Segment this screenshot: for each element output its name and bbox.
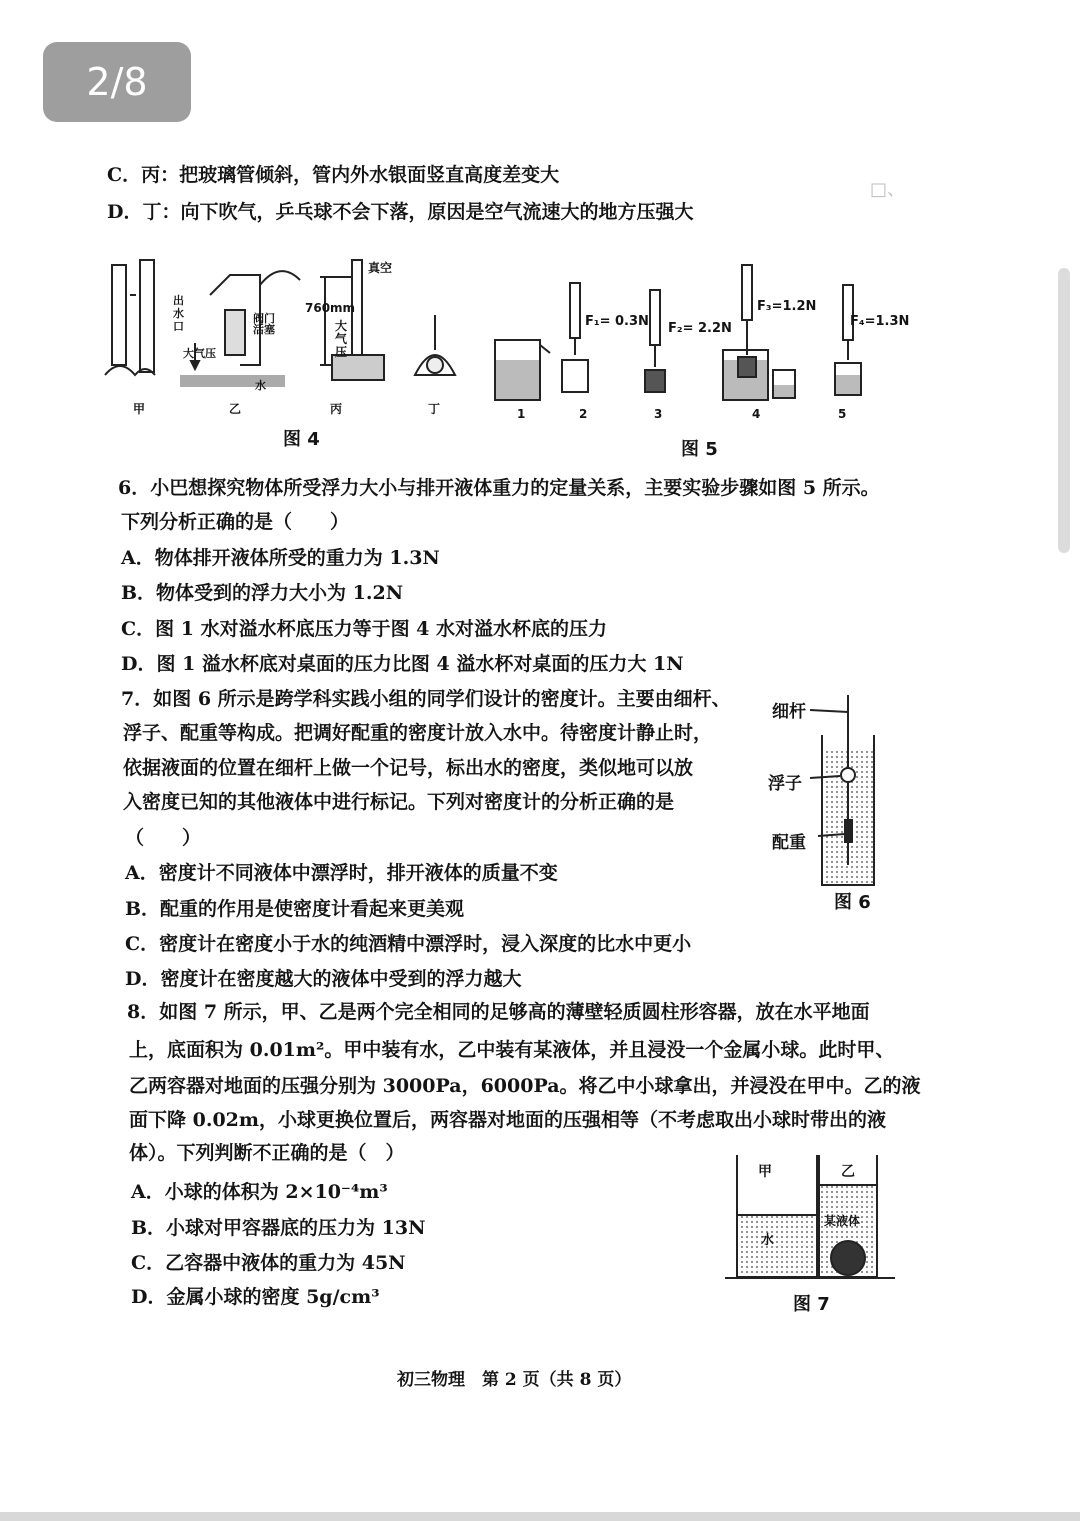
fig4-label-760mm: 760mm bbox=[305, 301, 356, 315]
q6-option-d: D．图 1 溢水杯底对桌面的压力比图 4 溢水杯对桌面的压力大 1N bbox=[121, 653, 684, 675]
fig4-label-atm-vertical: 大气压 bbox=[335, 319, 348, 359]
fig4-label-outlet: 出水口 bbox=[173, 294, 184, 333]
q8-stem-line1: 8．如图 7 所示，甲、乙是两个完全相同的足够高的薄壁轻质圆柱形容器，放在水平地面 bbox=[127, 1001, 870, 1023]
fig5-force-f2: F₂= 2.2N bbox=[668, 321, 732, 336]
page-footer: 初三物理 第 2 页（共 8 页） bbox=[397, 1370, 632, 1390]
fig7-label-water: 水 bbox=[761, 1233, 775, 1248]
page-indicator-badge: 2/8 bbox=[43, 42, 191, 122]
q7-option-c: C．密度计在密度小于水的纯酒精中漂浮时，浸入深度的比水中更小 bbox=[125, 933, 692, 955]
q6-option-b: B．物体受到的浮力大小为 1.2N bbox=[121, 582, 404, 604]
q8-option-a: A．小球的体积为 2×10⁻⁴m³ bbox=[131, 1181, 388, 1203]
fig5-step-5: 5 bbox=[838, 407, 847, 421]
q8-option-c: C．乙容器中液体的重力为 45N bbox=[131, 1252, 406, 1274]
fig4-caption: 图 4 bbox=[283, 429, 320, 450]
figure-4-drawing bbox=[100, 255, 520, 405]
fig4-panel-jia: 甲 bbox=[133, 402, 146, 416]
q7-stem-line1: 7．如图 6 所示是跨学科实践小组的同学们设计的密度计。主要由细杆、 bbox=[121, 688, 731, 710]
fig7-label-liquid: 某液体 bbox=[824, 1214, 861, 1228]
fig5-step-4: 4 bbox=[752, 407, 761, 421]
fig5-caption: 图 5 bbox=[681, 439, 718, 460]
figure-7-drawing bbox=[725, 1150, 915, 1290]
q7-stem-line2: 浮子、配重等构成。把调好配重的密度计放入水中。待密度计静止时， bbox=[123, 722, 713, 744]
fig6-label-weight: 配重 bbox=[772, 833, 806, 853]
q7-stem-line4: 入密度已知的其他液体中进行标记。下列对密度计的分析正确的是 bbox=[123, 791, 675, 813]
fig4-label-atm: 大气压 bbox=[183, 347, 216, 360]
fig6-label-rod: 细杆 bbox=[772, 702, 806, 722]
q7-option-d: D．密度计在密度越大的液体中受到的浮力越大 bbox=[125, 968, 522, 990]
fig7-label-jia: 甲 bbox=[758, 1164, 772, 1180]
fig6-label-float: 浮子 bbox=[768, 774, 802, 794]
fig4-label-piston: 活塞 bbox=[253, 323, 275, 336]
q8-stem-line5: 体）。下列判断不正确的是（ ） bbox=[129, 1142, 405, 1164]
scrollbar-thumb[interactable] bbox=[1058, 268, 1070, 553]
q7-stem-line5: （ ） bbox=[125, 827, 202, 849]
q6-option-c: C．图 1 水对溢水杯底压力等于图 4 水对溢水杯底的压力 bbox=[121, 618, 608, 640]
q8-option-d: D．金属小球的密度 5g/cm³ bbox=[131, 1286, 380, 1308]
fig5-force-f3: F₃=1.2N bbox=[757, 299, 817, 314]
fig5-step-3: 3 bbox=[654, 407, 663, 421]
fig5-step-1: 1 bbox=[517, 407, 526, 421]
figure-6-drawing bbox=[810, 690, 920, 890]
q6-stem-line2: 下列分析正确的是（ ） bbox=[121, 511, 350, 533]
q5-option-d: D．丁：向下吹气，乒乓球不会下落，原因是空气流速大的地方压强大 bbox=[107, 201, 694, 223]
q8-stem-line2: 上，底面积为 0.01m²。甲中装有水，乙中装有某液体，并且浸没一个金属小球。此时甲、 bbox=[129, 1039, 895, 1061]
bleed-text-1: □、 bbox=[870, 179, 906, 200]
fig4-label-water: 水 bbox=[255, 379, 266, 392]
fig4-panel-ding: 丁 bbox=[428, 402, 441, 416]
fig5-force-f1: F₁= 0.3N bbox=[585, 314, 649, 329]
fig6-caption: 图 6 bbox=[834, 892, 871, 913]
q8-stem-line4: 面下降 0.02m，小球更换位置后，两容器对地面的压强相等（不考虑取出小球时带出的液 bbox=[129, 1109, 886, 1131]
q5-option-c: C．丙：把玻璃管倾斜，管内外水银面竖直高度差变大 bbox=[107, 164, 560, 186]
fig4-panel-bing: 丙 bbox=[330, 402, 343, 416]
bottom-edge bbox=[0, 1512, 1080, 1521]
q6-stem-line1: 6．小巴想探究物体所受浮力大小与排开液体重力的定量关系，主要实验步骤如图 5 所示。 bbox=[118, 477, 880, 499]
fig7-label-yi: 乙 bbox=[841, 1164, 855, 1180]
q7-stem-line3: 依据液面的位置在细杆上做一个记号，标出水的密度，类似地可以放 bbox=[123, 757, 694, 779]
q7-option-b: B．配重的作用是使密度计看起来更美观 bbox=[125, 898, 465, 920]
q7-option-a: A．密度计不同液体中漂浮时，排开液体的质量不变 bbox=[125, 862, 558, 884]
fig4-panel-yi: 乙 bbox=[229, 402, 242, 416]
fig5-force-f4: F₄=1.3N bbox=[850, 314, 910, 329]
fig4-label-valve: 阀门 bbox=[253, 312, 275, 325]
q6-option-a: A．物体排开液体所受的重力为 1.3N bbox=[121, 547, 440, 569]
fig4-label-vacuum: 真空 bbox=[368, 261, 393, 275]
fig7-caption: 图 7 bbox=[793, 1294, 830, 1315]
fig5-step-2: 2 bbox=[579, 407, 588, 421]
q8-option-b: B．小球对甲容器底的压力为 13N bbox=[131, 1217, 426, 1239]
q8-stem-line3: 乙两容器对地面的压强分别为 3000Pa，6000Pa。将乙中小球拿出，并浸没在甲中。乙的液 bbox=[129, 1075, 921, 1097]
